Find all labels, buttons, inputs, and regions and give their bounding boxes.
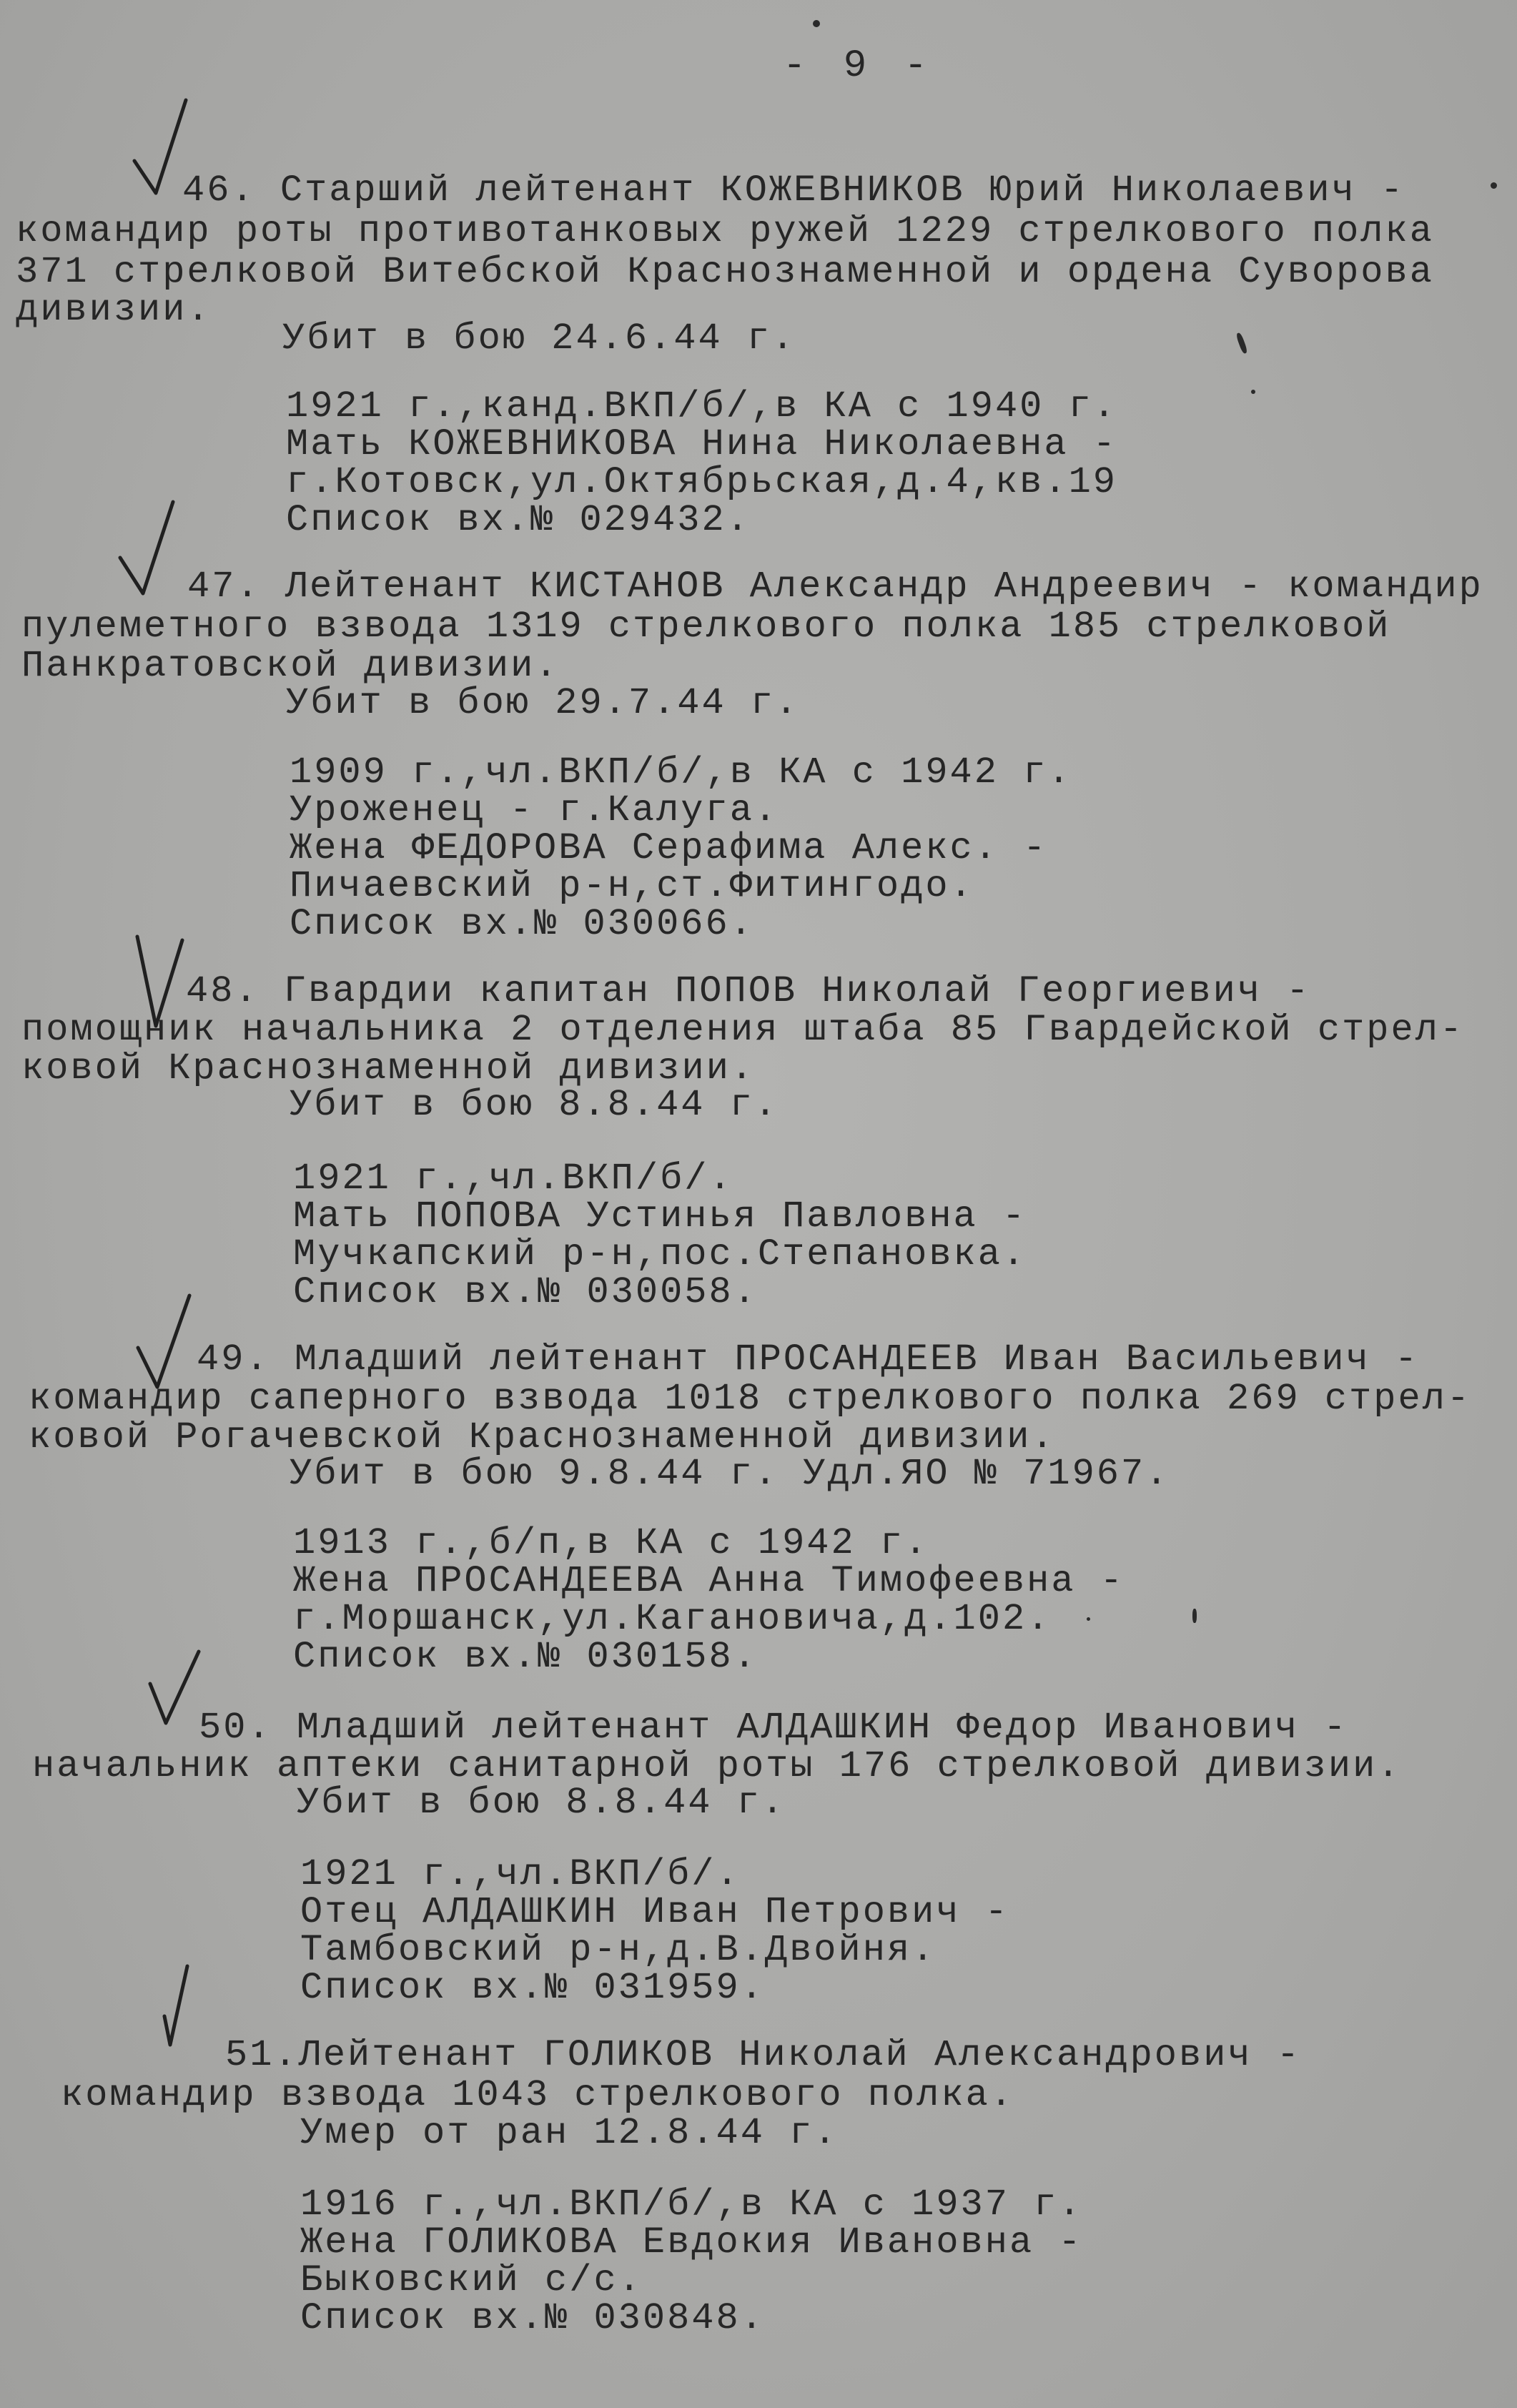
entry-detail: Список вх.№ 030058. (293, 1271, 758, 1313)
entry-fate: Убит в бою 8.8.44 г. (290, 1084, 779, 1126)
entry-detail: Список вх.№ 031959. (300, 1967, 765, 2009)
entry-fate: Убит в бою 8.8.44 г. (297, 1782, 786, 1824)
entry-detail: Жена ГОЛИКОВА Евдокия Ивановна - (300, 2221, 1083, 2264)
entry-text: дивизии. (16, 289, 212, 331)
entry-detail: Тамбовский р-н,д.В.Двойня. (300, 1929, 937, 1971)
entry-detail: 1921 г.,чл.ВКП/б/. (293, 1158, 733, 1200)
entry-detail: Мать ПОПОВА Устинья Павловна - (293, 1195, 1027, 1238)
ink-speck (1235, 332, 1248, 355)
ink-speck (1192, 1609, 1197, 1623)
entry-detail: г.Котовск,ул.Октябрьская,д.4,кв.19 (286, 461, 1117, 503)
checkmark-icon (143, 1644, 207, 1752)
entry-detail: 1909 г.,чл.ВКП/б/,в КА с 1942 г. (290, 751, 1072, 794)
entry-heading: 51.Лейтенант ГОЛИКОВ Николай Александрович - (225, 2034, 1302, 2076)
entry-detail: 1921 г.,канд.ВКП/б/,в КА с 1940 г. (286, 385, 1117, 428)
entry-heading: 48. Гвардии капитан ПОПОВ Николай Георгиевич - (186, 970, 1311, 1012)
entry-detail: Список вх.№ 030158. (293, 1636, 758, 1678)
entry-heading: 50. Младший лейтенант АЛДАШКИН Федор Иванович - (199, 1707, 1348, 1749)
entry-detail: Быковский с/с. (300, 2259, 643, 2301)
entry-text: помощник начальника 2 отделения штаба 85 Гвардейской стрел- (21, 1009, 1465, 1051)
entry-fate: Умер от ран 12.8.44 г. (300, 2112, 839, 2154)
entry-detail: Список вх.№ 030848. (300, 2297, 765, 2339)
entry-detail: Уроженец - г.Калуга. (290, 789, 779, 832)
entry-detail: 1913 г.,б/п,в КА с 1942 г. (293, 1522, 929, 1564)
entry-detail: Список вх.№ 030066. (290, 903, 754, 945)
entry-detail: Пичаевский р-н,ст.Фитингодо. (290, 865, 974, 907)
entry-detail: Жена ПРОСАНДЕЕВА Анна Тимофеевна - (293, 1560, 1125, 1602)
ink-speck (1491, 182, 1497, 189)
entry-text: ковой Краснознаменной дивизии. (21, 1047, 756, 1090)
entry-fate: Убит в бою 9.8.44 г. Удл.ЯО № 71967. (290, 1453, 1170, 1495)
entry-text: командир роты противотанковых ружей 1229 стрелкового полка (16, 210, 1434, 252)
entry-heading: 49. Младший лейтенант ПРОСАНДЕЕВ Иван Васильевич - (197, 1338, 1420, 1381)
entry-text: пулеметного взвода 1319 стрелкового полка 185 стрелковой (21, 606, 1391, 648)
entry-text: начальник аптеки санитарной роты 176 стрелковой дивизии. (32, 1745, 1402, 1787)
entry-detail: Отец АЛДАШКИН Иван Петрович - (300, 1891, 1009, 1933)
entry-detail: г.Моршанск,ул.Кагановича,д.102. (293, 1598, 1052, 1640)
entry-text: Панкратовской дивизии. (21, 645, 560, 687)
entry-text: командир саперного взвода 1018 стрелкового полка 269 стрел- (29, 1378, 1472, 1420)
ink-speck (1087, 1617, 1090, 1621)
entry-text: ковой Рогачевской Краснознаменной дивизии. (29, 1416, 1056, 1459)
entry-text: 371 стрелковой Витебской Краснознаменной и ордена Суворова (16, 251, 1434, 293)
entry-detail: Жена ФЕДОРОВА Серафима Алекс. - (290, 827, 1048, 869)
page-number: - 9 - (783, 44, 935, 88)
entry-text: командир взвода 1043 стрелкового полка. (61, 2074, 1014, 2116)
entry-detail: 1916 г.,чл.ВКП/б/,в КА с 1937 г. (300, 2184, 1083, 2226)
entry-heading: 47. Лейтенант КИСТАНОВ Александр Андреевич - командир (187, 566, 1483, 608)
entry-fate: Убит в бою 24.6.44 г. (282, 317, 796, 360)
ink-speck (813, 20, 820, 27)
entry-detail: Список вх.№ 029432. (286, 499, 751, 541)
entry-detail: Мать КОЖЕВНИКОВА Нина Николаевна - (286, 423, 1117, 465)
entry-fate: Убит в бою 29.7.44 г. (286, 682, 800, 724)
ink-speck (1251, 390, 1255, 394)
checkmark-icon (143, 1952, 207, 2059)
entry-detail: Мучкапский р-н,пос.Степановка. (293, 1233, 1027, 1275)
entry-heading: 46. Старший лейтенант КОЖЕВНИКОВ Юрий Николаевич - (182, 169, 1405, 212)
entry-detail: 1921 г.,чл.ВКП/б/. (300, 1853, 741, 1895)
checkmark-icon (114, 493, 179, 601)
